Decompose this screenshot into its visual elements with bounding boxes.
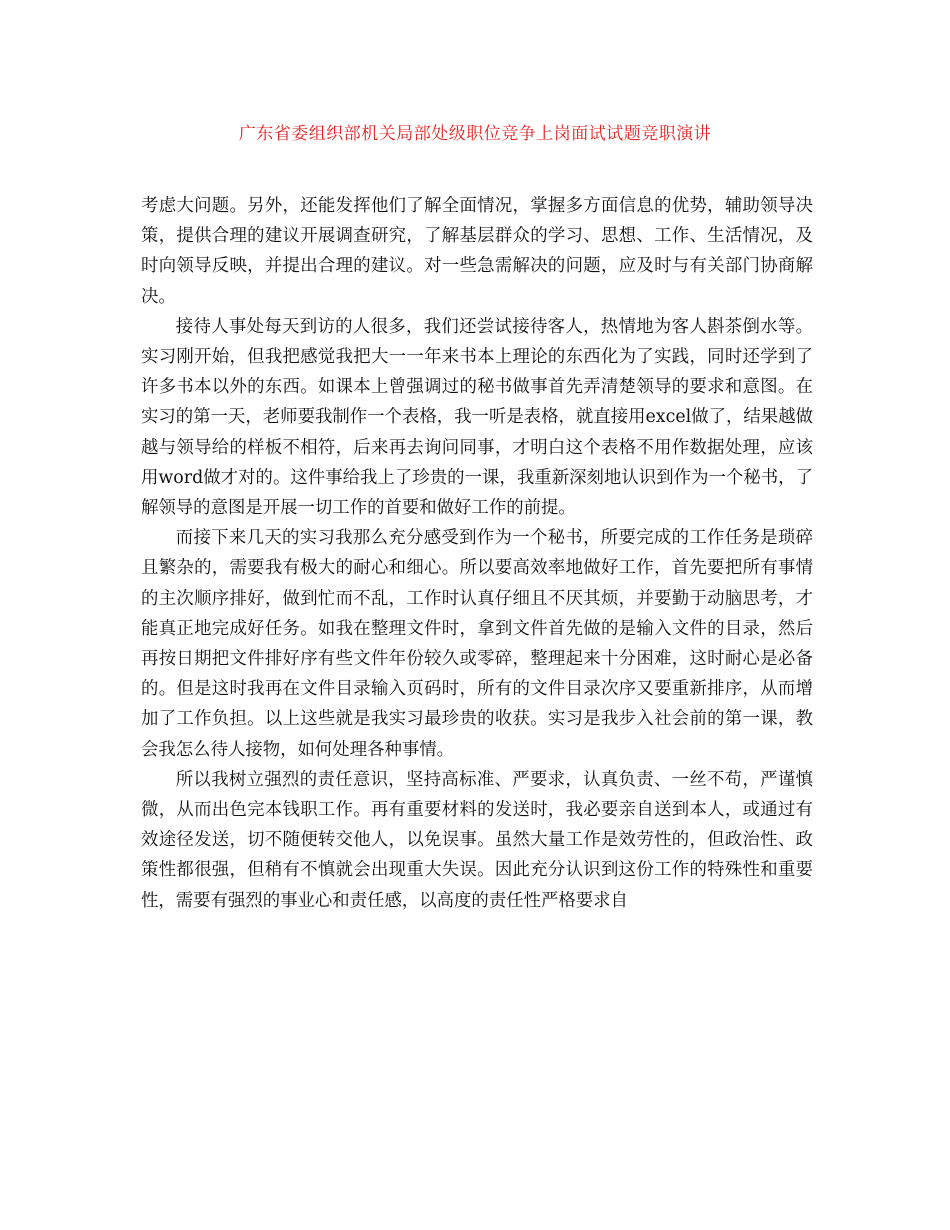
- document-title: 广东省委组织部机关局部处级职位竞争上岗面试试题竞职演讲: [238, 124, 712, 144]
- paragraph: 接待人事处每天到访的人很多，我们还尝试接待客人，热情地为客人斟茶倒水等。 实习刚开始，但我把感觉我把大一一年来书本上理论的东西化为了实践，同时还学到了许多书本以外的东西。如课本上曾强调过的秘书做事首先弄清楚领导的要求和意图。在实习的第一天，老师要我制作一个表格，我一听是表格，就直接用excel做了，结果越做越与领导给的样板不相符，后来再去询问同事，才明白这个表格不用作数据处理，应该用word做才对的。这件事给我上了珍贵的一课，我重新深刻地认识到作为一个秘书，了解领导的意图是开展一切工作的首要和做好工作的前提。: [141, 316, 813, 519]
- document-body: [141, 191, 813, 916]
- paragraph: 考虑大问题。另外，还能发挥他们了解全面情况，掌握多方面信息的优势，辅助领导决策，提供合理的建议开展调查研究，了解基层群众的学习、思想、工作、生活情况，及时向领导反映，并提出合理的建议。对一些急需解决的问题，应及时与有关部门协商解决。: [141, 196, 813, 307]
- paragraph: 所以我树立强烈的责任意识，坚持高标准、严要求，认真负责、一丝不苟，严谨慎微，从而出色完本钱职工作。再有重要材料的发送时，我必要亲自送到本人，或通过有效途径发送，切不随便转交他人，以免误事。虽然大量工作是效劳性的，但政治性、政策性都很强，但稍有不慎就会出现重大失误。因此充分认识到这份工作的特殊性和重要性，需要有强烈的事业心和责任感，以高度的责任性严格要求自: [141, 769, 813, 911]
- paragraph: 而接下来几天的实习我那么充分感受到作为一个秘书，所要完成的工作任务是琐碎且繁杂的，需要我有极大的耐心和细心。所以要高效率地做好工作，首先要把所有事情的主次顺序排好，做到忙而不乱，工作时认真仔细且不厌其烦，并要勤于动脑思考，才能真正地完成好任务。如我在整理文件时，拿到文件首先做的是输入文件的目录，然后再按日期把文件排好序有些文件年份较久或零碎，整理起来十分困难，这时耐心是必备的。但是这时我再在文件目录输入页码时，所有的文件目录次序又要重新排序，从而增加了工作负担。以上这些就是我实习最珍贵的收获。实习是我步入社会前的第一课，教会我怎么待人接物，如何处理各种事情。: [141, 528, 813, 760]
